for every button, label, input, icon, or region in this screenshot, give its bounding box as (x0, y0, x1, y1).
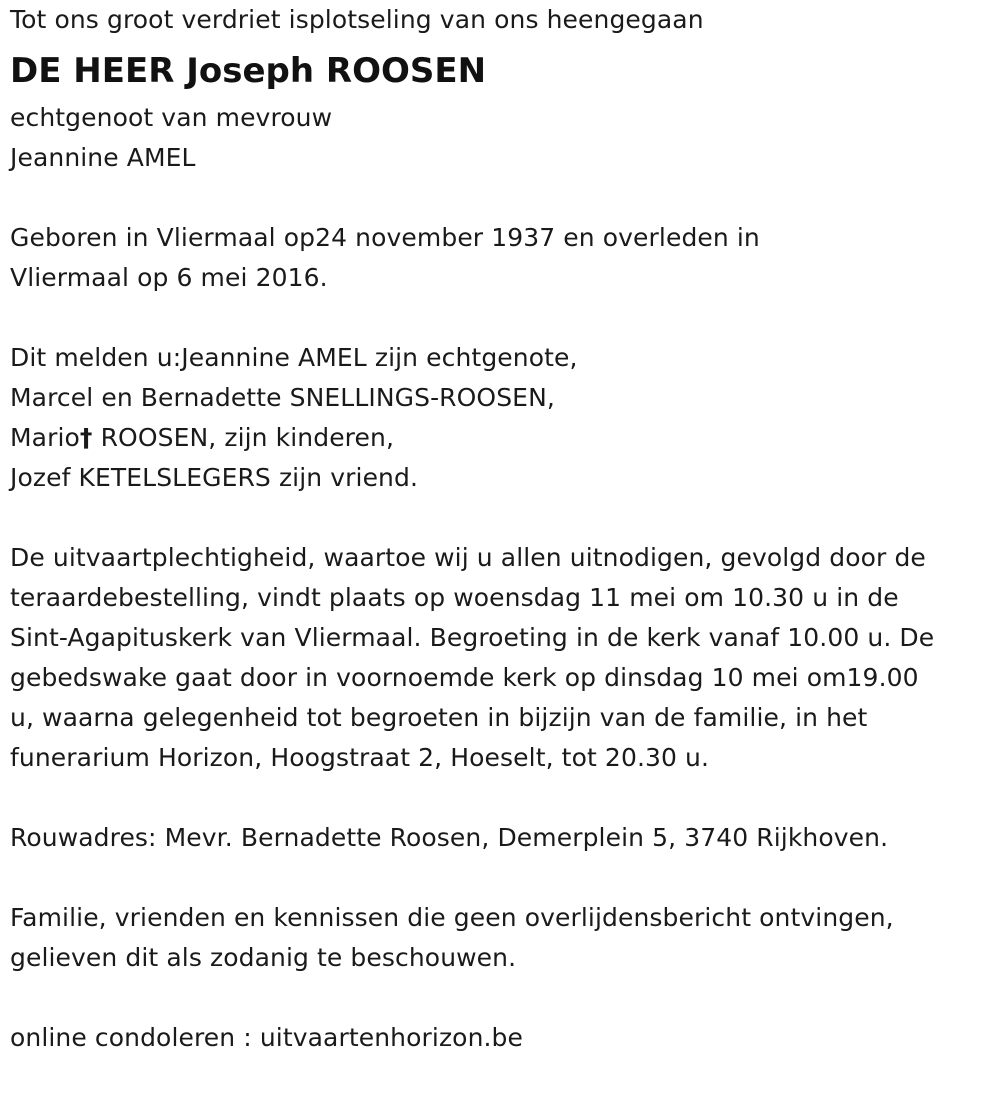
spouse-line-1: echtgenoot van mevrouw (10, 103, 333, 132)
ceremony-line-1: De uitvaartplechtigheid, waartoe wij u allen uitnodigen, gevolgd door de (10, 543, 926, 572)
family-line-4: Jozef KETELSLEGERS zijn vriend. (10, 463, 419, 492)
family-line-1: Dit melden u:Jeannine AMEL zijn echtgenote, (10, 343, 578, 372)
obituary-notice (10, 0, 990, 1058)
ceremony-line-2: teraardebestelling, vindt plaats op woensdag 11 mei om 10.30 u in de (10, 583, 899, 612)
family-line-2: Marcel en Bernadette SNELLINGS-ROOSEN, (10, 383, 555, 412)
family-line-3 (10, 418, 990, 458)
deceased-name: DE HEER Joseph ROOSEN (10, 51, 487, 91)
birth-line-2: Vliermaal op 6 mei 2016. (10, 263, 328, 292)
ceremony-line-5: u, waarna gelegenheid tot begroeten in bijzijn van de familie, in het (10, 703, 868, 732)
spouse-line-2: Jeannine AMEL (10, 143, 196, 172)
online-condolence: online condoleren : uitvaartenhorizon.be (10, 1023, 524, 1052)
family-line-3-suffix: ROOSEN, zijn kinderen, (92, 423, 394, 452)
notice-line-1: Familie, vrienden en kennissen die geen overlijdensbericht ontvingen, (10, 903, 894, 932)
mourning-address: Rouwadres: Mevr. Bernadette Roosen, Demerplein 5, 3740 Rijkhoven. (10, 823, 889, 852)
cross-icon: † (79, 423, 93, 452)
birth-line-1: Geboren in Vliermaal op24 november 1937 en overleden in (10, 223, 760, 252)
family-line-3-prefix: Mario (10, 423, 80, 452)
ceremony-line-3: Sint-Agapituskerk van Vliermaal. Begroeting in de kerk vanaf 10.00 u. De (10, 623, 935, 652)
notice-line-2: gelieven dit als zodanig te beschouwen. (10, 943, 517, 972)
ceremony-line-4: gebedswake gaat door in voornoemde kerk op dinsdag 10 mei om19.00 (10, 663, 919, 692)
intro-text: Tot ons groot verdriet isplotseling van ons heengegaan (10, 5, 704, 34)
ceremony-line-6: funerarium Horizon, Hoogstraat 2, Hoeselt, tot 20.30 u. (10, 743, 710, 772)
